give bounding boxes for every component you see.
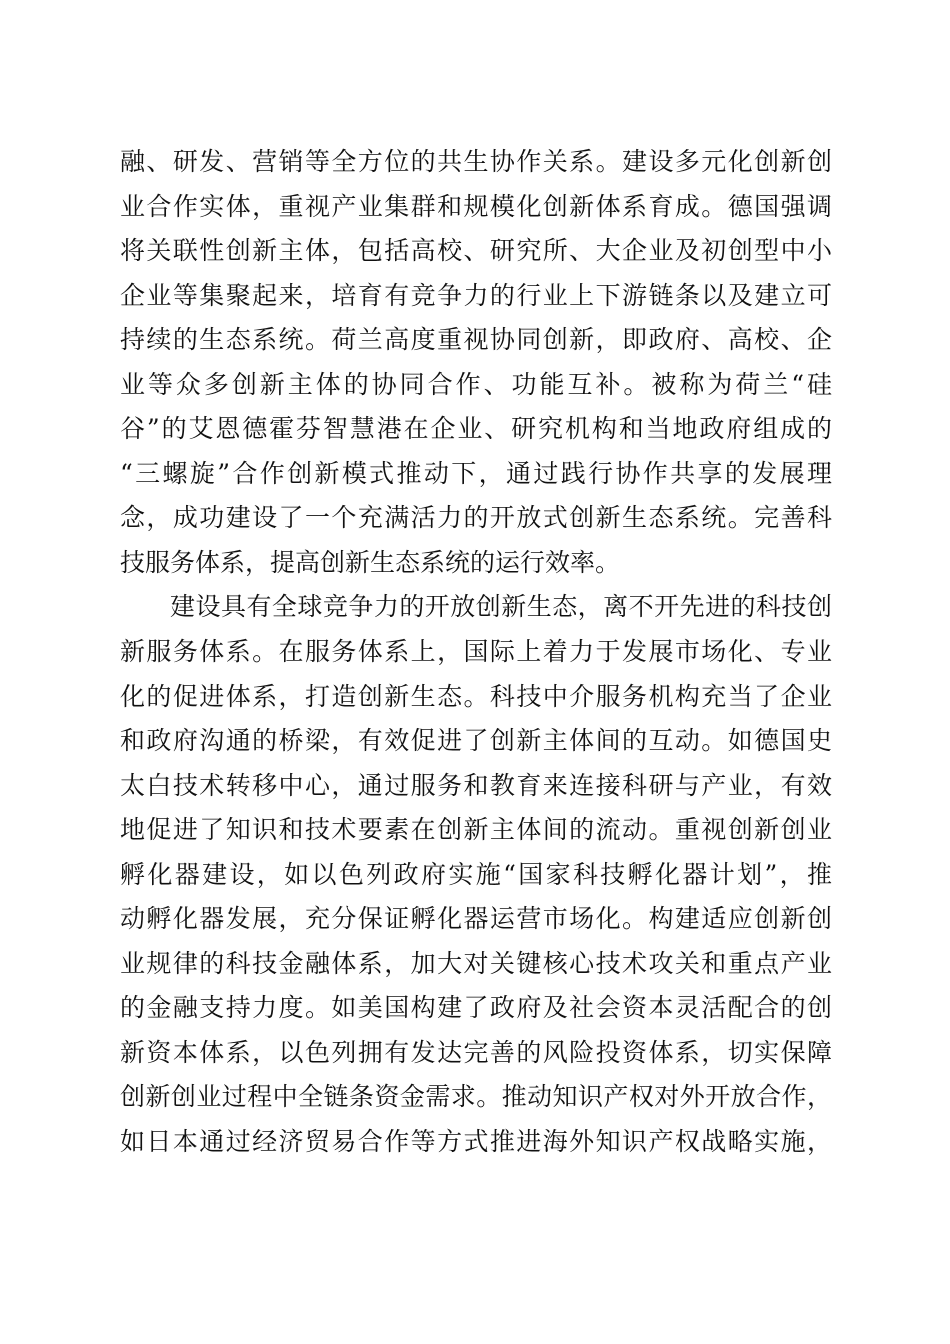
text-line: “三螺旋”合作创新模式推动下，通过践行协作共享的发展理 (120, 458, 832, 488)
text-line: 地促进了知识和技术要素在创新主体间的流动。重视创新创业 (120, 815, 832, 845)
text-line: 持续的生态系统。荷兰高度重视协同创新，即政府、高校、企 (120, 325, 832, 355)
text-line: 孵化器建设，如以色列政府实施“国家科技孵化器计划”，推 (120, 859, 832, 889)
text-line: 技服务体系，提高创新生态系统的运行效率。 (120, 547, 621, 577)
text-line: 业规律的科技金融体系，加大对关键核心技术攻关和重点产业 (120, 948, 832, 978)
text-line: 业等众多创新主体的协同合作、功能互补。被称为荷兰“硅 (120, 369, 832, 399)
text-line: 融、研发、营销等全方位的共生协作关系。建设多元化创新创 (120, 147, 832, 176)
text-line: 如日本通过经济贸易合作等方式推进海外知识产权战略实施， (120, 1127, 832, 1157)
text-line: 动孵化器发展，充分保证孵化器运营市场化。构建适应创新创 (120, 904, 832, 934)
text-line: 新资本体系，以色列拥有发达完善的风险投资体系，切实保障 (120, 1037, 832, 1067)
text-line: 将关联性创新主体，包括高校、研究所、大企业及初创型中小 (120, 236, 832, 266)
text-line: 创新创业过程中全链条资金需求。推动知识产权对外开放合作， (120, 1082, 832, 1112)
text-line: 念，成功建设了一个充满活力的开放式创新生态系统。完善科 (120, 503, 832, 533)
text-line: 化的促进体系，打造创新生态。科技中介服务机构充当了企业 (120, 681, 832, 711)
text-line: 业合作实体，重视产业集群和规模化创新体系育成。德国强调 (120, 191, 832, 221)
text-line: 太白技术转移中心，通过服务和教育来连接科研与产业，有效 (120, 770, 832, 800)
paragraph-first-line: 建设具有全球竞争力的开放创新生态，离不开先进的科技创 (170, 592, 832, 622)
text-line: 的金融支持力度。如美国构建了政府及社会资本灵活配合的创 (120, 993, 832, 1023)
text-line: 企业等集聚起来，培育有竞争力的行业上下游链条以及建立可 (120, 280, 832, 310)
text-line: 和政府沟通的桥梁，有效促进了创新主体间的互动。如德国史 (120, 726, 832, 756)
text-line: 新服务体系。在服务体系上，国际上着力于发展市场化、专业 (120, 637, 832, 667)
text-line: 谷”的艾恩德霍芬智慧港在企业、研究机构和当地政府组成的 (120, 414, 832, 444)
body-text (120, 140, 832, 1165)
